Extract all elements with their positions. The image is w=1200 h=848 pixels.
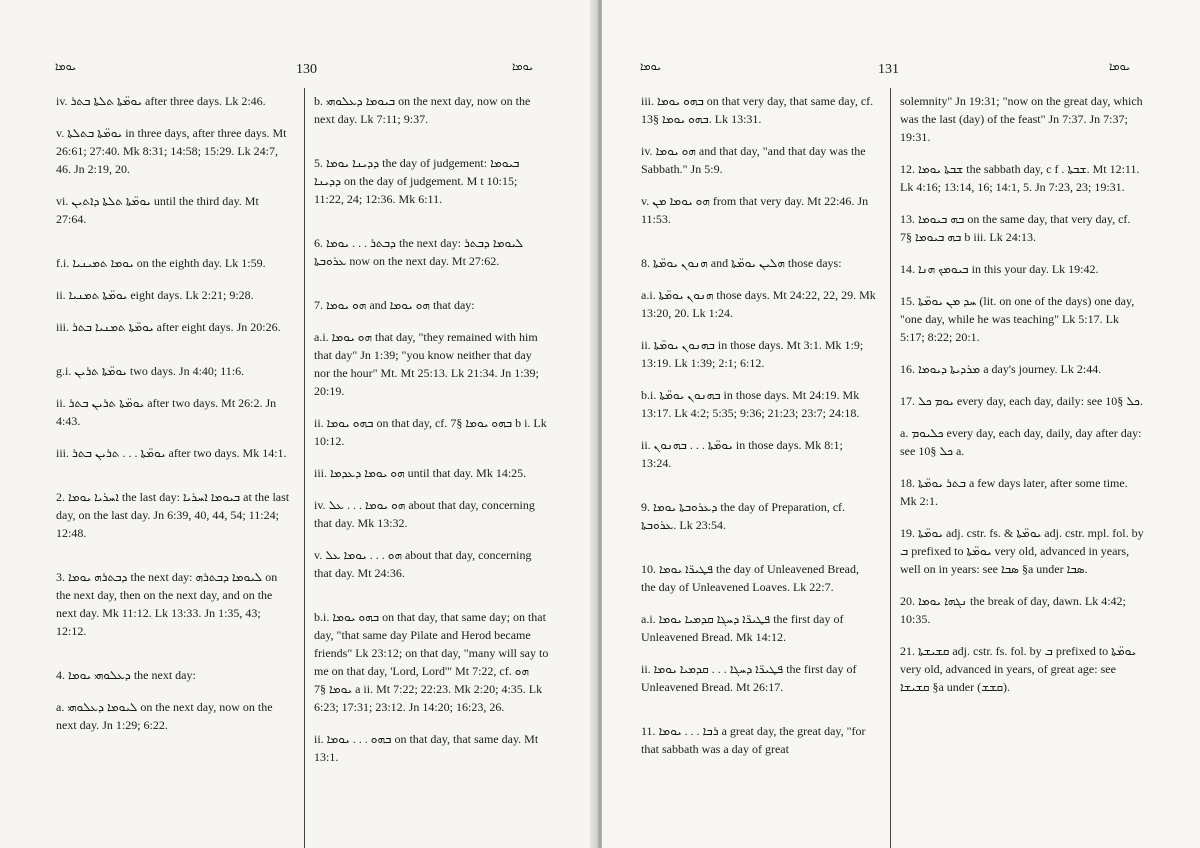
entry-paragraph: 20. ܢܓܗܐ ܝܘܡܐ the break of day, dawn. Lk 4:42; 10:35. [900,594,1126,626]
entry-paragraph: 15. ܚܕ ܡܢ ܝܘܡ̈ܬܐ (lit. on one of the days) one day, "one day, while he was teaching" Lk 5:17. Lk 5:17; 8:22; 20:1. [900,294,1135,344]
page-number: 131 [878,62,899,77]
entry-paragraph: 14. ܒܝܘܡܟ ܗܢܐ in this your day. Lk 19:42. [900,262,1099,276]
entry-paragraph: a.i. ܗܘ ܝܘܡܐ that day, "they remained with him that day" Jn 1:39; "you know neither that day nor the hour" Mt. Mt 25:13. Lk 21:34. Jn 1:39; 20:19. [314,330,539,398]
entry-paragraph: a.i. ܗܢܘܢ ܝܘܡ̈ܬܐ those days. Mt 24:22, 22, 29. Mk 13:20, 20. Lk 1:24. [641,288,876,320]
entry-paragraph: iii. ܝܘܡ̈ܬܐ . . . ܬܪܝܢ ܒܬܪ after two days. Mk 14:1. [56,446,287,460]
entry-paragraph: 16. ܡܪܕܝܬܐ ܕܝܘܡܐ a day's journey. Lk 2:44. [900,362,1102,376]
entry-paragraph: 18. ܒܬܪ ܝܘܡ̈ܬܐ a few days later, after some time. Mk 2:1. [900,476,1128,508]
page-number: 130 [296,62,317,77]
right-column-2 [900,92,1146,710]
entry-paragraph: g.i. ܝܘܡ̈ܬܐ ܬܪܝܢ two days. Jn 4:40; 11:6. [56,364,245,378]
entry-paragraph: solemnity" Jn 19:31; "now on the great day, which was the last (day) of the feast" Jn 7:37. Jn 7:37; 19:31. [900,94,1143,144]
entry-paragraph: 10. ܦܛܝܪ̈ܐ ܝܘܡܐ the day of Unleavened Bread, the day of Unleavened Loaves. Lk 22:7. [641,562,859,594]
entry-paragraph: iii. ܗܘ ܝܘܡܐ ܕܥܕܡܐ until that day. Mk 14:25. [314,466,527,480]
entry-paragraph: ii. ܦܛܝܪ̈ܐ ܕܚܓܐ . . . ܩܕܡܝܐ ܝܘܡܐ the first day of Unleavened Bread. Mt 26:17. [641,662,857,694]
running-header-left: ܝܘܡܐ [640,60,662,73]
entry-paragraph: ii. ܝܘܡ̈ܬܐ ܬܪܝܢ ܒܬܪ after two days. Mt 26:2. Jn 4:43. [56,396,277,428]
entry-paragraph: 11. ܪܒܐ . . . ܝܘܡܐ a great day, the great day, "for that sabbath was a day of great [641,724,866,756]
right-page [602,0,1200,848]
running-header-left: ܝܘܡܐ [55,60,77,73]
left-column-1 [56,92,291,748]
entry-paragraph: 19. ܝܘܡ̈ܬܐ adj. cstr. fs. & ܝܘܡ̈ܬܐ adj. cstr. mpl. fol. by ܒ prefixed to ܝܘܡ̈ܬܐ very old, advanced in years, well on in years: see ܣܒܐ §a under ܣܒܐ. [900,526,1144,576]
column-divider [304,88,305,848]
entry-paragraph: 7. ܗܘ ܝܘܡܐ and ܗܘ ܝܘܡܐ that day: [314,298,475,312]
entry-paragraph: 3. ܕܒܬܪܗ ܝܘܡܐ the next day: ܠܝܘܡܐ ܕܒܬܪܗ on the next day, then on the next day, and on the next day. Mk 11:12. Lk 13:33. Jn 1:35, 43; 12:12. [56,570,278,638]
entry-paragraph: 5. ܕܕܝܢܐ ܝܘܡܐ the day of judgement: ܒܝܘܡܐ ܕܕܝܢܐ on the day of judgement. M t 10:15; 11:22, 24; 12:36. Mk 6:11. [314,156,520,206]
entry-paragraph: b.i. ܒܗܘ ܝܘܡܐ on that day, that same day; on that day, "that same day Pilate and Herod became friends" Lk 23:12; on that day, "many will say to me on that day, 'Lord, Lord'" Mt 7:22, cf. ܗܘ ܝܘܡܐ §7 a ii. Mt 7:22; 22:23. Mk 2:20; 4:35. Lk 6:23; 17:31; 23:12. Jn 14:20; 16:23, 26. [314,610,549,714]
entry-paragraph: 8. ܗܢܘܢ ܝܘܡ̈ܬܐ and ܗܠܝܢ ܝܘܡ̈ܬܐ those days: [641,256,842,270]
entry-paragraph: 4. ܕܥܠܘܗܝ ܝܘܡܐ the next day: [56,668,196,682]
entry-paragraph: iv. ܗܘ ܝܘܡܐ and that day, "and that day was the Sabbath." Jn 5:9. [641,144,866,176]
entry-paragraph: a. ܟܠܝܘܡ every day, each day, daily, day after day: see ܟܠ §10 a. [900,426,1142,458]
entry-paragraph: ii. ܒܗܘ . . . ܝܘܡܐ on that day, that same day. Mt 13:1. [314,732,539,764]
entry-paragraph: iv. ܝܘܡ̈ܬܐ ܬܠܬܐ ܒܬܪ after three days. Lk 2:46. [56,94,266,108]
entry-paragraph: v. ܗܘ . . . ܝܘܡܐ ܥܠ about that day, concerning that day. Mt 24:36. [314,548,532,580]
entry-paragraph: ii. ܒܗܘ ܝܘܡܐ on that day, cf. ܒܗܘ ܝܘܡܐ §7 b i. Lk 10:12. [314,416,547,448]
running-header-right: ܝܘܡܐ [1109,60,1131,73]
right-column-1 [641,92,876,772]
entry-paragraph: vi. ܝܘܡ̈ܬܐ ܬܠܬܐ ܕܐܬܝܢ until the third day. Mt 27:64. [56,194,259,226]
entry-paragraph: 17. ܝܘܡ ܟܠ every day, each day, daily: see ܟܠ §10. [900,394,1143,408]
entry-paragraph: v. ܗܘ ܝܘܡܐ ܡܢ from that very day. Mt 22:46. Jn 11:53. [641,194,869,226]
entry-paragraph: 9. ܕܥܪܘܒܬܐ ܝܘܡܐ the day of Preparation, cf. ܥܪܘܒܬܐ. Lk 23:54. [641,500,846,532]
entry-paragraph: 6. ܕܒܬܪ . . . ܝܘܡܐ the next day: ܠܝܘܡܐ ܕܒܬܪ ܥܪܘܒܬܐ now on the next day. Mt 27:62. [314,236,524,268]
running-header-right: ܝܘܡܐ [512,60,534,73]
entry-paragraph: 21. ܩܫܝܫܬܐ adj. cstr. fs. fol. by ܒ prefixed to ܝܘܡ̈ܬܐ very old, advanced in years, of great age: see ܩܫܝܫܐ §a under (ܩܫܫ). [900,644,1137,694]
entry-paragraph: iii. ܒܗܘ ܝܘܡܐ on that very day, that same day, cf. ܒܗܘ ܝܘܡܐ §13. Lk 13:31. [641,94,874,126]
entry-paragraph: f.i. ܝܘܡܐ ܬܡܝܢܝܐ on the eighth day. Lk 1:59. [56,256,266,270]
entry-paragraph: v. ܝܘܡ̈ܬܐ ܒܬܠܬܐ in three days, after three days. Mt 26:61; 27:40. Mk 8:31; 14:58; 15:29. Lk 24:7, 46. Jn 2:19, 20. [56,126,287,176]
entry-paragraph: b. ܒܝܘܡܐ ܕܥܠܘܗܝ on the next day, now on the next day. Lk 7:11; 9:37. [314,94,531,126]
entry-paragraph: b.i. ܒܗܢܘܢ ܝܘܡ̈ܬܐ in those days. Mt 24:19. Mk 13:17. Lk 4:2; 5:35; 9:36; 21:23; 23:7; 24:18. [641,388,860,420]
entry-paragraph: 12. ܫܒܬܐ ܝܘܡܐ the sabbath day, c f . ܫܒܬܐ. Mt 12:11. Lk 4:16; 13:14, 16; 14:1, 5. Jn 7:23, 23; 19:31. [900,162,1140,194]
entry-paragraph: 13. ܒܗ ܒܝܘܡܐ on the same day, that very day, cf. ܒܗ ܒܝܘܡܐ §7 b iii. Lk 24:13. [900,212,1131,244]
entry-paragraph: iii. ܝܘܡ̈ܬܐ ܬܡܢܝܐ ܒܬܪ after eight days. Jn 20:26. [56,320,281,334]
column-divider [890,88,891,848]
entry-paragraph: ii. ܝܘܡ̈ܬܐ ܬܡܢܝܐ eight days. Lk 2:21; 9:28. [56,288,254,302]
entry-paragraph: ii. ܒܗܢܘܢ ܝܘܡ̈ܬܐ in those days. Mt 3:1. Mk 1:9; 13:19. Lk 1:39; 2:1; 6:12. [641,338,864,370]
entry-paragraph: a. ܠܝܘܡܐ ܕܥܠܘܗܝ on the next day, now on the next day. Jn 1:29; 6:22. [56,700,273,732]
entry-paragraph: a.i. ܦܛܝܪ̈ܐ ܕܚܓܐ ܩܕܡܝܐ ܝܘܡܐ the first day of Unleavened Bread. Mk 14:12. [641,612,844,644]
left-column-2 [314,92,549,780]
left-page [0,0,598,848]
entry-paragraph: 2. ܐܚܪܝܐ ܝܘܡܐ the last day: ܒܝܘܡܐ ܐܚܪܝܐ at the last day, on the last day. Jn 6:39, 40, 44, 54; 11:24; 12:48. [56,490,290,540]
entry-paragraph: ii. ܝܘܡ̈ܬܐ . . . ܒܗܢܘܢ in those days. Mk 8:1; 13:24. [641,438,843,470]
entry-paragraph: iv. ܗܘ ܝܘܡܐ . . . ܥܠ about that day, concerning that day. Mk 13:32. [314,498,535,530]
